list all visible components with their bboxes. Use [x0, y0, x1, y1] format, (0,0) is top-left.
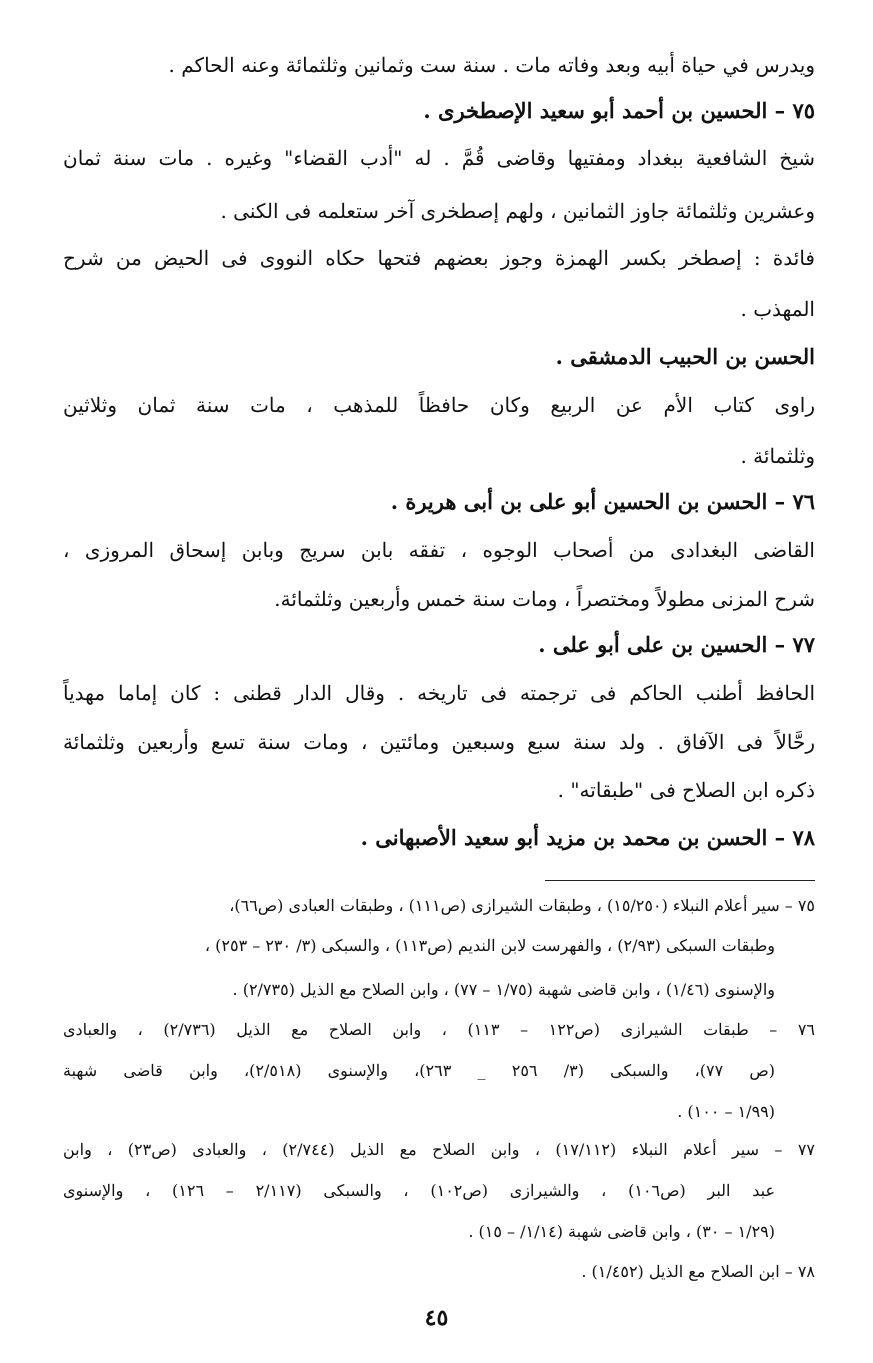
footnote-line: ٧٥ – سير أعلام النبلاء (١٥/٢٥٠) ، وطبقات الشيرازى (ص١١١) ، وطبقات العبادى (ص٦٦)،	[229, 896, 815, 915]
entry-heading-76: ٧٦ – الحسن بن الحسين أبو على بن أبى هريرة .	[390, 489, 815, 514]
body-line: وعشرين وثلثمائة جاوز الثمانين ، ولهم إصطخرى آخر ستعلمه فى الكنى .	[220, 199, 815, 223]
footnote-line: (١/٩٩ – ١٠٠) .	[677, 1102, 775, 1121]
body-line: شيخ الشافعية ببغداد ومفتيها وقاضى قُمَّ . له "أدب القضاء" وغيره . مات سنة ثمان	[63, 146, 815, 170]
footnote-line: عبد البر (ص١٠٦) ، والشيرازى (ص١٠٢) ، والسبكى (٢/١١٧ – ١٢٦) ، والإسنوى	[63, 1181, 775, 1200]
footnote-line: والإسنوى (١/٤٦) ، وابن قاضى شهبة (١/٧٥ – ٧٧) ، وابن الصلاح مع الذيل (٢/٧٣٥) .	[232, 980, 775, 999]
entry-heading-77: ٧٧ – الحسين بن على أبو على .	[538, 632, 815, 657]
body-line: ويدرس في حياة أبيه وبعد وفاته مات . سنة ست وثمانين وثلثمائة وعنه الحاكم .	[168, 53, 815, 77]
footnote-line: (١/٢٩ – ٣٠) ، وابن قاضى شهبة (١/١٤/ – ١٥) .	[468, 1222, 775, 1241]
footnote-line: ٧٧ – سير أعلام النبلاء (١٧/١١٢) ، وابن الصلاح مع الذيل (٢/٧٤٤) ، والعبادى (ص٢٣) ، وابن	[63, 1140, 815, 1159]
entry-heading-hasan: الحسن بن الحبيب الدمشقى .	[555, 344, 815, 369]
footnote-line: (ص ٧٧)، والسبكى (٣/ ٢٥٦ _ ٢٦٣)، والإسنوى (٢/٥١٨)، وابن قاضى شهبة	[63, 1061, 775, 1080]
body-line: رحَّالاً فى الآفاق . ولد سنة سبع وسبعين ومائتين ، ومات سنة تسع وأربعين وثلثمائة	[63, 730, 815, 754]
body-line: المهذب .	[740, 297, 815, 321]
body-line: وثلثمائة .	[740, 444, 815, 468]
footnote-line: ٧٨ – ابن الصلاح مع الذيل (١/٤٥٢) .	[581, 1262, 815, 1281]
body-line: شرح المزنى مطولاً ومختصراً ، ومات سنة خمس وأربعين وثلثمائة.	[274, 587, 815, 611]
body-line: القاضى البغدادى من أصحاب الوجوه ، تفقه بابن سريج وبابن إسحاق المروزى ،	[63, 538, 815, 562]
body-line: فائدة : إصطخر بكسر الهمزة وجوز بعضهم فتحها حكاه النووى فى الحيض من شرح	[63, 246, 815, 270]
footnote-line: ٧٦ – طبقات الشيرازى (ص١٢٢ – ١١٣) ، وابن الصلاح مع الذيل (٢/٧٣٦) ، والعبادى	[63, 1020, 815, 1039]
page-number: ٤٥	[424, 1305, 449, 1331]
body-line: راوى كتاب الأم عن الربيع وكان حافظاً للمذهب ، مات سنة ثمان وثلاثين	[63, 393, 815, 417]
entry-heading-78: ٧٨ – الحسن بن محمد بن مزيد أبو سعيد الأصبهانى .	[360, 825, 815, 850]
footnote-line: وطبقات السبكى (٢/٩٣) ، والفهرست لابن النديم (ص١١٣) ، والسبكى (٣/ ٢٣٠ – ٢٥٣) ،	[204, 936, 775, 955]
body-line: ذكره ابن الصلاح فى "طبقاته" .	[557, 778, 815, 802]
body-line: الحافظ أطنب الحاكم فى ترجمته فى تاريخه . وقال الدار قطنى : كان إماما مهدياً	[63, 681, 815, 705]
entry-heading-75: ٧٥ – الحسين بن أحمد أبو سعيد الإصطخرى .	[423, 98, 815, 123]
footnote-separator	[545, 880, 815, 881]
